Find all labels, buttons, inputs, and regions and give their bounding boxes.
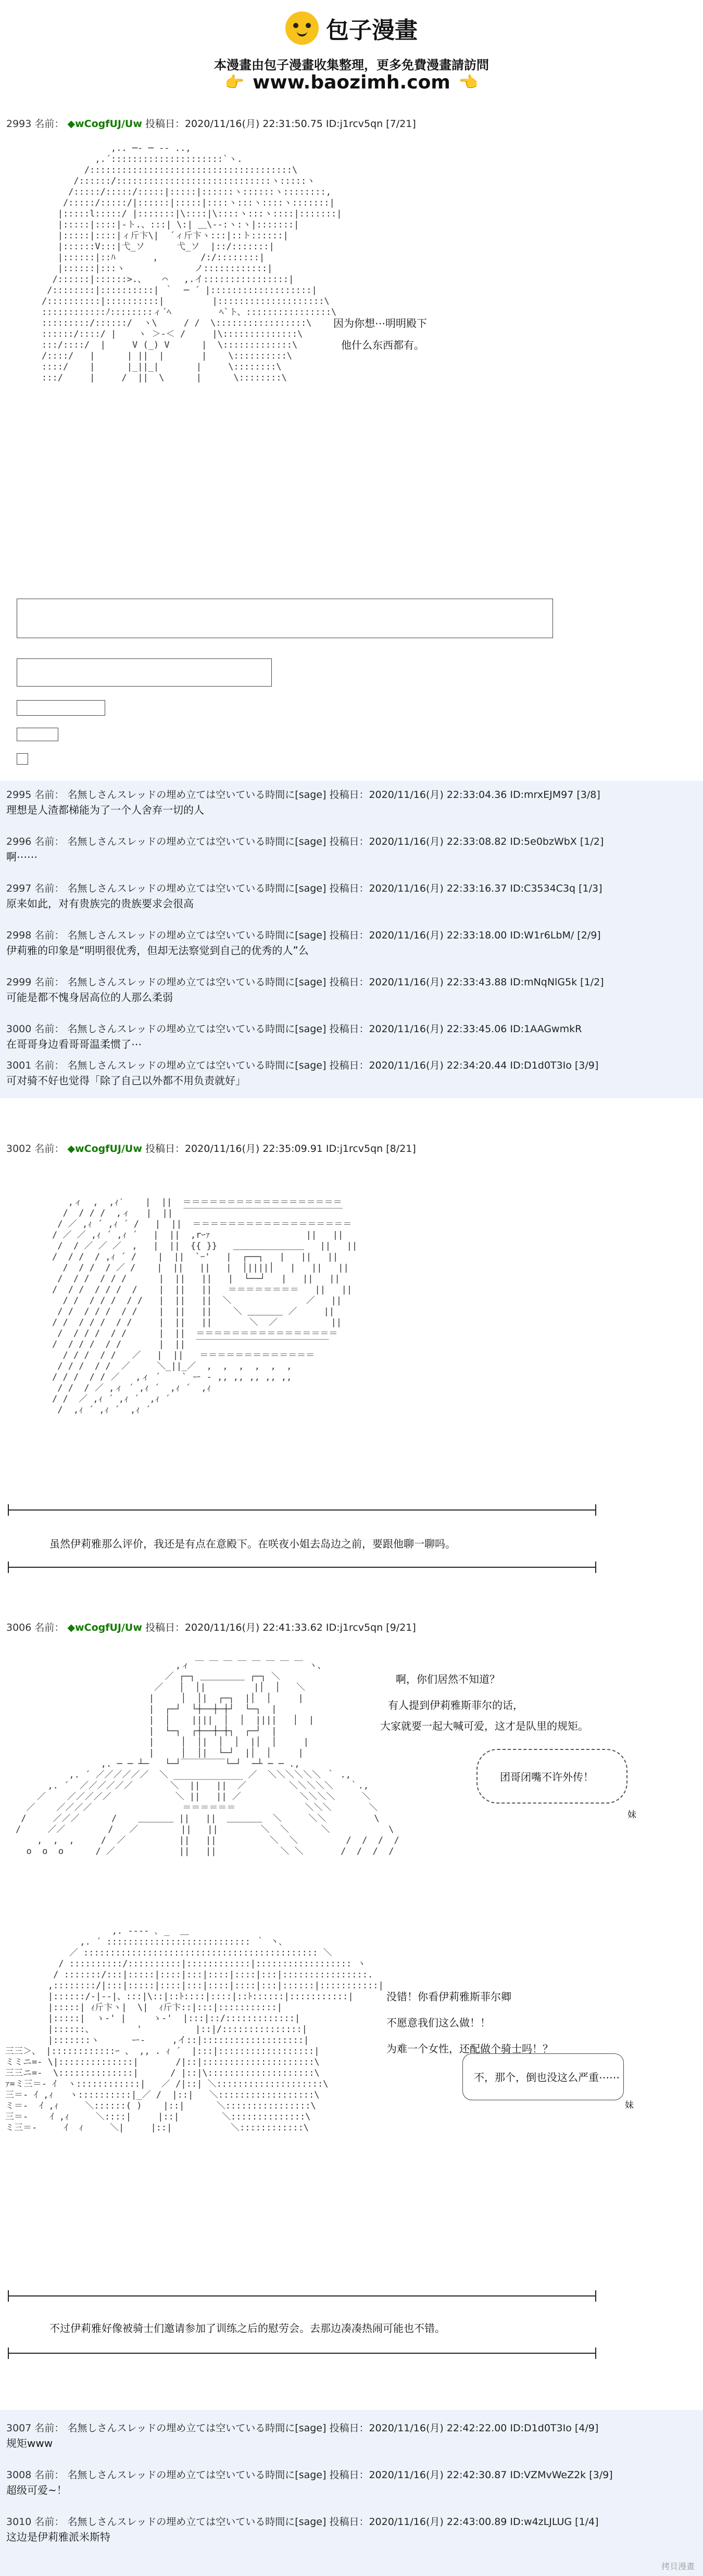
dialog-line: 大家就要一起大喊可爱，这才是队里的规矩。 bbox=[380, 1720, 588, 1732]
name-label: 名前： bbox=[34, 2469, 65, 2481]
name-label: 名前： bbox=[34, 2422, 65, 2434]
post-number[interactable]: 3006 bbox=[6, 1622, 32, 1633]
fade-box-2 bbox=[17, 658, 272, 687]
post-header bbox=[6, 834, 604, 848]
post-body: 超级可爱~！ bbox=[6, 2484, 67, 2496]
pointing-left-icon: 👈 bbox=[458, 73, 479, 92]
post-meta: 投稿日：2020/11/16(月) 22:43:00.89 ID:w4zLJLUG [1/4] bbox=[329, 2516, 599, 2528]
rule-tick bbox=[8, 2290, 9, 2302]
poster-name: 名無しさんスレッドの埋め立ては空いている時間に[sage] bbox=[67, 930, 327, 941]
name-label: 名前： bbox=[34, 883, 65, 894]
post-header bbox=[6, 881, 602, 895]
name-label: 名前： bbox=[34, 1023, 65, 1035]
poster-name: 名無しさんスレッドの埋め立ては空いている時間に[sage] bbox=[67, 2516, 327, 2528]
post-body: 啊⋯⋯ bbox=[6, 851, 37, 863]
rule-tick bbox=[595, 1504, 596, 1516]
ascii-art-knights-group: ,. --‐‐ ､ _ ＿ ,. ´ ::::::::::::::::::::::::::: ｀ 丶､ ／ :::::::::::::::::::::::::::::::::::::::::::: ＼ / ::::::::::/::::::::::|::::::::::::|:::::::::::::::::: ヽ / :::::::/:::|:::::|::::|:::|::::|::::|:::|::::::::::::::::. ,::::::::/|:::|:::::|::::|:::|::::|::::|:::|::::::|:::::::::::| |::::::/‐|‐-|、:::|\::|::ﾄ::::|::::|::ﾄ::::::|:::::::::::| |:::::| ｨ斤卞ヽ| \| ｨ斤卞::|:::|:::::::::::| |:::::| ゝ-' | ゝ-' |:::|::/:::::::::::::| |::::::、 ' |::|/:::::::::::::::| |:::::::ヽ ー‐ ,イ::|:::::::::::::::::::| 三三＞、 |::::::::::::ｰ 、 ,, . ｨ ´ |:::|::::::::::::::::::| ミミニ=‐ \|::::::::::::::| /|::|:::::::::::::::::::::\ 三三ニ=- \::::::::::::::| / |::|\::::::::::::::::::::\ ｧ=ミ三＝- ｲ ヽ::::::::::::| ／ /|::| ＼::::::::::::::::::::\ 三＝- ｲ ,ｨ ヽ::::::::::|_／ / |::| ＼::::::::::::::::::\ ミ＝- ｲ ,ｨ ＼::::::( ) |::| ＼::::::::::::::::\ 三＝- ｲ ,ｨ ＼::::| |::| ＼::::::::::::::\ ミ三＝- ｲ ｨ ＼| |::| ＼::::::::::::\ bbox=[5, 1926, 384, 2133]
post-meta: 投稿日：2020/11/16(月) 22:42:30.87 ID:VZMvWeZ2k [3/9] bbox=[329, 2469, 613, 2481]
rule-tick bbox=[8, 1504, 9, 1516]
name-label: 名前： bbox=[34, 1060, 65, 1071]
post-body: 原来如此，对有贵族完的贵族要求会很高 bbox=[6, 897, 194, 910]
post-2993 bbox=[0, 112, 703, 768]
poster-name: 名無しさんスレッドの埋め立ては空いている時間に[sage] bbox=[67, 976, 327, 988]
post-body: 这边是伊莉雅派米斯特 bbox=[6, 2531, 110, 2543]
post-body: 伊莉雅的印象是“明明很优秀，但却无法察觉到自己的优秀的人”么 bbox=[6, 944, 309, 957]
ascii-art-character-1: ,.. ─‐ ─ ‐- .., ,.´:::::::::::::::::::::`ヽ. /::::::::::::::::::::::::::::::::::::::\ /::::::/:::::::::::::::::::::::::::::ヽ:::::ヽ /:::::/:::::/:::::|:::::|::::::ヽ::::::ヽ::::::::, /:::::/:::::/|::::::|:::::|::::ヽ:::ヽ::::ヽ:::::::| |:::::l:::::/ |:::::::|\::::|\::::ヽ:::ヽ::::|:::::::| |:::::|::::|‐ト.、:::| \:| ＿\-‐:ヽ:ヽ|:::::::| |:::::|::::|ィ斤卞\| ´ィ斤卞ヽ:::|::ト::::::| |::::::V:::|弋_ソ 弋_ソ |::/:::::::| |::::::|::ﾊ , /:/::::::::| |::::::|:::ヽ ノ::::::::::::| /::::::|::::::>.、 ⌒ ,.イ::::::::::::::::| /::::::::|::::::::::| ｀ ─ ´ |:::::::::::::::::::| /::::::::::|::::::::::| |::::::::::::::::::::\ ::::::::::::ﾉ::::::::ィ´ﾍ ﾍ`ト、::::::::::::::::\ :::::::::/::::::/ ヽ\ / / \:::::::::::::::::\ ::::::/::::/ | ヽ ＞‐＜ / |\::::::::::::::\ :::/::::/ | V (_) V | \:::::::::::::\ /::::/ | | || | | \::::::::::\ ::::/ | |_||_| | \::::::::\ :::/ | / || \ | \::::::::\ bbox=[42, 143, 342, 383]
dialog-line: 他什么东西都有。 bbox=[341, 339, 424, 351]
speaker-tag: 妹 bbox=[625, 2100, 634, 2111]
narration-rule-bottom bbox=[8, 2353, 596, 2354]
fade-box-4 bbox=[17, 728, 58, 741]
poster-name: 名無しさんスレッドの埋め立ては空いている時間に[sage] bbox=[67, 2422, 327, 2434]
post-meta: 投稿日：2020/11/16(月) 22:31:50.75 ID:j1rcv5qn [7/21] bbox=[145, 118, 416, 130]
poster-name: 名無しさんスレッドの埋め立ては空いている時間に[sage] bbox=[67, 836, 327, 847]
post-number[interactable]: 2995 bbox=[6, 789, 32, 801]
post-meta: 投稿日：2020/11/16(月) 22:42:22.00 ID:D1d0T3Io [4/9] bbox=[329, 2422, 599, 2434]
name-label: 名前： bbox=[34, 1143, 65, 1154]
rule-tick bbox=[8, 2347, 9, 2359]
post-meta: 投稿日：2020/11/16(月) 22:33:43.88 ID:mNqNlG5k [1/2] bbox=[329, 976, 604, 988]
post-3002 bbox=[0, 1135, 703, 1593]
post-header bbox=[6, 787, 600, 801]
fade-box-3 bbox=[17, 700, 105, 716]
name-label: 名前： bbox=[34, 836, 65, 847]
post-meta: 投稿日：2020/11/16(月) 22:41:33.62 ID:j1rcv5qn [9/21] bbox=[145, 1622, 416, 1633]
name-label: 名前： bbox=[34, 930, 65, 941]
post-number[interactable]: 2998 bbox=[6, 930, 32, 941]
narration-rule-top bbox=[8, 1509, 596, 1511]
poster-name: ◆wCogfUJ/Uw bbox=[67, 1143, 142, 1154]
post-meta: 投稿日：2020/11/16(月) 22:33:45.06 ID:1AAGwmkR bbox=[329, 1023, 582, 1035]
post-header bbox=[6, 974, 604, 988]
narration-rule-top bbox=[8, 2295, 596, 2296]
bun-mascot-icon bbox=[285, 11, 319, 45]
fade-box-1 bbox=[17, 599, 553, 638]
dialog-line: 有人提到伊莉雅斯菲尔的话， bbox=[388, 1699, 523, 1711]
post-header bbox=[6, 1058, 598, 1072]
pointing-right-icon: 👉 bbox=[224, 73, 245, 92]
post-number[interactable]: 3001 bbox=[6, 1060, 32, 1071]
site-header bbox=[0, 0, 703, 109]
post-body: 可对骑不好也觉得「除了自己以外都不用负责就好」 bbox=[6, 1074, 246, 1087]
ascii-art-knight: ,ィ ￣ ￣ ￣ ￣ ￣ ￣ ￣ ￣ ヽ、 ／ ┌─┐ ＿＿＿＿＿ ┌─┐ ＼ ／ │ │| |│ │ ＼ | │ │| ┌─┐ |│ │ | | ┌─┘ └┼──┼─┼┘ └─┐ | | │ |||| │ │ |||| │ | | └─┐ ┌┼──┼─┼┐ ┌─┘ | | │ │| │ │ |│ │ | | │ │| └─┘ |│ │ | ,. ─ ─ ┴─ └─┘￣￣￣￣￣└─┘ ─┴ ─ ─ ., ,. ´ ／／／／／／ ＼ _____________ ／ ＼＼＼＼＼＼ ｀ ., ,. ´ ／／／／／／ ＼ || || ／ ＼＼＼＼＼ ｀., ／ ／／／／／ ＼ || || ／ ＼＼＼＼ ＼ ／ ／／／／ ＝＝＝＝＝＝ ＼＼＼ ＼ / ／／／ / ＿＿＿＿ || || ＿＿＿＿ ＼ ＼＼ \ / ／／ / ／ || || ＼ ＼ ＼ \ , , , / ／ || || ＼ ＼ / / / / o o o / ／ || || ＼ ＼ / / / / bbox=[16, 1660, 399, 1857]
post-body: 规矩www bbox=[6, 2437, 53, 2450]
post-number[interactable]: 3010 bbox=[6, 2516, 32, 2528]
post-meta: 投稿日：2020/11/16(月) 22:33:08.82 ID:5e0bzWbX [1/2] bbox=[329, 836, 604, 847]
post-number[interactable]: 3002 bbox=[6, 1143, 32, 1154]
post-meta: 投稿日：2020/11/16(月) 22:33:04.36 ID:mrxEJM97 [3/8] bbox=[329, 789, 600, 801]
ascii-art-background-2: ,ィ , ,ｨ′ | || ＝＝＝＝＝＝＝＝＝＝＝＝＝＝＝＝＝＝ / / / / ,ィ | || ￣￣￣￣￣￣￣￣￣￣￣￣￣￣￣￣￣￣ / ／ ,ｨ ´ ,ｨ ´ / | || ＝＝＝＝＝＝＝＝＝＝＝＝＝＝＝＝＝＝ / ／ ／ ,ｨ ´ ,ｨ ´ | || ,rｰｧ || || / / ／ ／ ／ , | || {{ }} ＿＿＿＿＿＿＿＿ || || / / / / ,ｨ ´ / | || `ｰ' | ┌──┐ | || || / / / / ／ / | || || | │||||│ | || || / / / / / / | || || | └──┘ | || || / / / / / / / | || || ＝＝＝＝＝＝＝＝ || || / / / / / / / | || || ＼ ／ || / / / / / / / | || || ＼ ＿＿＿＿ ／ || / / / / / / / | || || ＼ ／ || / / / / / / | || ＝＝＝＝＝＝＝＝＝＝＝＝＝＝＝＝ / / / / / / | || ￣￣￣￣￣￣￣￣￣￣￣￣￣￣￣ / / / / / ／ | || ＝＝＝＝＝＝＝＝＝＝＝＝＝ / / / / / ／ ＼_||_／ , , , , , , / / / / / ／ ,ィ ´ ` ー - ,, ,, ,, ,, ,, / / / ／ ,ィ ´ ,ｨ ´ ,ｨ ´ ,ｨ / / ／ ,ｨ ´ ,ｨ ´ ,ｨ ´ / ,ｨ ´ ,ｨ ´ ,ｨ ´ bbox=[52, 1197, 358, 1415]
post-body: 在哥哥身边看哥哥温柔惯了⋯ bbox=[6, 1038, 142, 1050]
shout-text: 团哥闭嘴不许外传！ bbox=[500, 1771, 594, 1783]
post-header bbox=[6, 1141, 416, 1155]
post-header bbox=[6, 2420, 598, 2434]
post-number[interactable]: 2993 bbox=[6, 118, 32, 130]
narration-text: 不过伊莉雅好像被骑士们邀请参加了训练之后的慰劳会。去那边凑凑热闹可能也不错。 bbox=[49, 2322, 445, 2334]
site-logo-text: 包子漫畫 bbox=[326, 17, 418, 44]
comment-block-1 bbox=[0, 781, 703, 1098]
poster-name: 名無しさんスレッドの埋め立ては空いている時間に[sage] bbox=[67, 1060, 327, 1071]
comment-block-2 bbox=[0, 2410, 703, 2576]
watermark-text: 拷貝漫畫 bbox=[661, 2561, 695, 2571]
post-meta: 投稿日：2020/11/16(月) 22:33:16.37 ID:C3534C3q [1/3] bbox=[329, 883, 602, 894]
dialog-line: 没错！你看伊莉雅斯菲尔卿 bbox=[386, 1990, 511, 2003]
post-header bbox=[6, 928, 601, 942]
site-url-link[interactable]: www.baozimh.com bbox=[253, 72, 450, 93]
poster-name: ◆wCogfUJ/Uw bbox=[67, 118, 142, 130]
post-header bbox=[6, 2514, 599, 2528]
name-label: 名前： bbox=[34, 118, 65, 130]
post-number[interactable]: 3008 bbox=[6, 2469, 32, 2481]
poster-name: 名無しさんスレッドの埋め立ては空いている時間に[sage] bbox=[67, 789, 327, 801]
post-header bbox=[6, 116, 416, 130]
name-label: 名前： bbox=[34, 1622, 65, 1633]
rule-tick bbox=[8, 1562, 9, 1573]
poster-name: 名無しさんスレッドの埋め立ては空いている時間に[sage] bbox=[67, 1023, 327, 1035]
rule-tick bbox=[595, 2347, 596, 2359]
poster-name: 名無しさんスレッドの埋め立ては空いている時間に[sage] bbox=[67, 883, 327, 894]
fade-box-5 bbox=[17, 753, 28, 765]
post-number[interactable]: 3000 bbox=[6, 1023, 32, 1035]
logo-row bbox=[0, 11, 703, 45]
dialog-line: 啊，你们居然不知道？ bbox=[396, 1673, 500, 1685]
post-header bbox=[6, 1620, 416, 1634]
narration-text: 虽然伊莉雅那么评价，我还是有点在意殿下。在咲夜小姐去岛边之前，要跟他聊一聊吗。 bbox=[49, 1538, 456, 1550]
post-meta: 投稿日：2020/11/16(月) 22:34:20.44 ID:D1d0T3Io [3/9] bbox=[329, 1060, 599, 1071]
rule-tick bbox=[595, 2290, 596, 2302]
dialog-line: 为难一个女性，还配做个骑士吗！？ bbox=[386, 2042, 553, 2055]
post-number[interactable]: 2996 bbox=[6, 836, 32, 847]
post-meta: 投稿日：2020/11/16(月) 22:33:18.00 ID:W1r6LbM/ [2/9] bbox=[329, 930, 601, 941]
reply-text: 不，那个，倒也没这么严重⋯⋯ bbox=[474, 2071, 620, 2084]
post-header bbox=[6, 1021, 582, 1035]
post-meta: 投稿日：2020/11/16(月) 22:35:09.91 ID:j1rcv5qn [8/21] bbox=[145, 1143, 416, 1154]
name-label: 名前： bbox=[34, 976, 65, 988]
name-label: 名前： bbox=[34, 789, 65, 801]
narration-rule-bottom bbox=[8, 1567, 596, 1568]
poster-name: 名無しさんスレッドの埋め立ては空いている時間に[sage] bbox=[67, 2469, 327, 2481]
post-header bbox=[6, 2467, 613, 2481]
rule-tick bbox=[595, 1562, 596, 1573]
site-slogan: 本漫畫由包子漫畫收集整理，更多免費漫畫請訪問 bbox=[214, 58, 489, 72]
poster-name: ◆wCogfUJ/Uw bbox=[67, 1622, 142, 1633]
post-number[interactable]: 2997 bbox=[6, 883, 32, 894]
speaker-tag: 妹 bbox=[627, 1810, 636, 1820]
name-label: 名前： bbox=[34, 2516, 65, 2528]
post-number[interactable]: 2999 bbox=[6, 976, 32, 988]
dialog-line: 不愿意我们这么做！！ bbox=[386, 2016, 491, 2029]
dialog-line: 因为你想⋯明明殿下 bbox=[333, 317, 427, 329]
post-body: 理想是人渣都梯能为了一个人舍弃一切的人 bbox=[6, 804, 204, 816]
site-url-row bbox=[0, 72, 703, 93]
post-number[interactable]: 3007 bbox=[6, 2422, 32, 2434]
post-3006 bbox=[0, 1614, 703, 2379]
post-body: 可能是都不愧身居高位的人那么柔弱 bbox=[6, 991, 173, 1004]
